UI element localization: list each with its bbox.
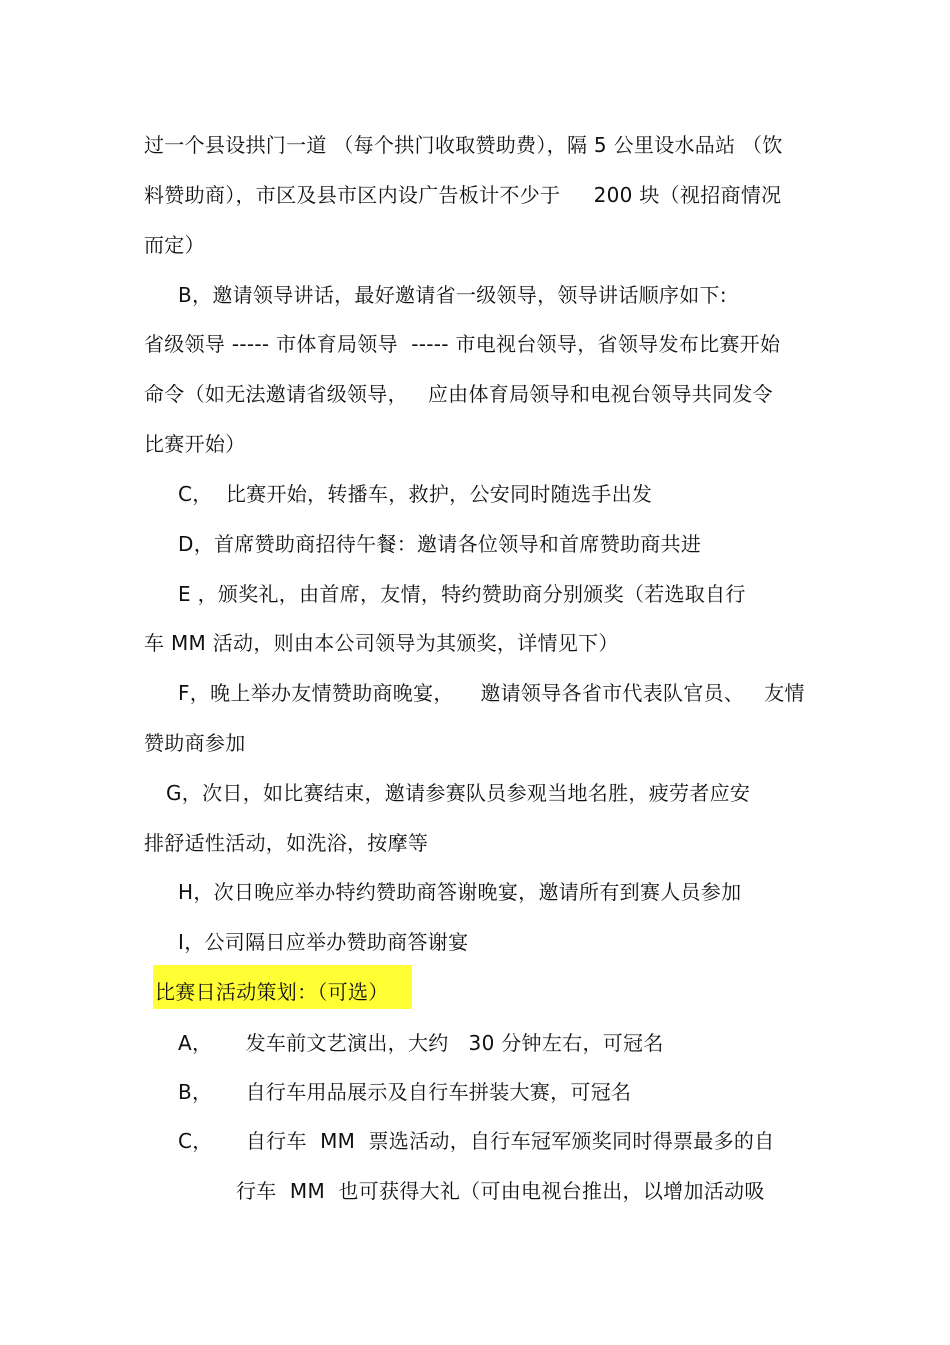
list-item-d: D，首席赞助商招待午餐：邀请各位领导和首席赞助商共进 — [178, 532, 702, 556]
paragraph-line: 命令（如无法邀请省级领导， 应由体育局领导和电视台领导共同发令 — [144, 382, 773, 406]
activity-item-b: B， 自行车用品展示及自行车拼装大赛，可冠名 — [178, 1080, 632, 1104]
paragraph-line: 排舒适性活动，如洗浴，按摩等 — [144, 831, 429, 855]
paragraph-line: 赞助商参加 — [144, 731, 246, 755]
activity-item-c: C， 自行车 MM 票选活动，自行车冠军颁奖同时得票最多的自 — [178, 1129, 775, 1153]
list-item-i: I，公司隔日应举办赞助商答谢宴 — [178, 930, 469, 954]
list-item-f: F，晚上举办友情赞助商晚宴， 邀请领导各省市代表队官员、 友情 — [178, 681, 805, 705]
list-item-h: H，次日晚应举办特约赞助商答谢晚宴，邀请所有到赛人员参加 — [178, 880, 742, 904]
paragraph-line: 省级领导 ----- 市体育局领导 ----- 市电视台领导，省领导发布比赛开始 — [144, 332, 781, 356]
paragraph-line: 比赛开始） — [144, 432, 246, 456]
list-item-b: B，邀请领导讲话，最好邀请省一级领导，领导讲话顺序如下: — [178, 283, 727, 307]
paragraph-line: 过一个县设拱门一道 （每个拱门收取赞助费），隔 5 公里设水品站 （饮 — [144, 133, 783, 157]
list-item-e: E ，颁奖礼，由首席，友情，特约赞助商分别颁奖（若选取自行 — [178, 582, 746, 606]
paragraph-line: 车 MM 活动，则由本公司领导为其颁奖，详情见下） — [144, 631, 619, 655]
list-item-g: G，次日，如比赛结束，邀请参赛队员参观当地名胜，疲劳者应安 — [166, 781, 751, 805]
paragraph-line: 料赞助商），市区及县市区内设广告板计不少于 200 块（视招商情况 — [144, 183, 782, 207]
list-item-c: C， 比赛开始，转播车，救护，公安同时随选手出发 — [178, 482, 653, 506]
activity-item-a: A， 发车前文艺演出，大约 30 分钟左右，可冠名 — [178, 1031, 664, 1055]
paragraph-line: 而定） — [144, 233, 205, 257]
activity-item-c-continued: 行车 MM 也可获得大礼（可由电视台推出，以增加活动吸 — [236, 1179, 765, 1203]
section-heading: 比赛日活动策划：（可选） — [155, 980, 389, 1004]
